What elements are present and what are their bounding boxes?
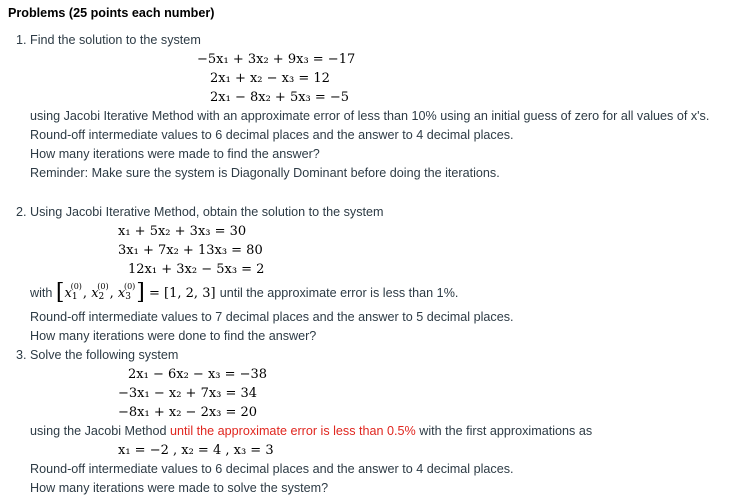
left-bracket: [ — [55, 280, 65, 305]
problem3-error-criterion: until the approximate error is less than 0.5% — [170, 424, 416, 438]
problem3-instruction — [30, 424, 592, 438]
problem3-instruction-end: with the first approximations as — [415, 424, 593, 438]
right-bracket: ] — [136, 280, 145, 305]
problem1-question: How many iterations were made to find the answer? — [30, 147, 320, 161]
problem1-reminder: Reminder: Make sure the system is Diagonally Dominant before doing the iterations. — [30, 166, 500, 180]
page-title: Problems (25 points each number) — [8, 6, 215, 20]
problem3-instruction-start: using the Jacobi Method — [30, 424, 171, 438]
problem1-rounding: Round-off intermediate values to 6 decimal places and the answer to 4 decimal places. — [30, 128, 514, 142]
problem2-initial-guess — [30, 280, 459, 305]
with-label: with — [30, 286, 53, 300]
problem2-until-text: until the approximate error is less than 1%. — [219, 286, 459, 300]
problem1-equation-2: 2x₁ + x₂ − x₃ = 12 — [210, 71, 330, 86]
initial-vector: [$x_1^{(0)}$, $x_2^{(0)}$, $x_3^{(0)}] = [1$, 2, 3] — [55, 280, 216, 305]
initial-vector-values: = [1, 2, 3] — [149, 286, 216, 301]
problem2-question: How many iterations were done to find the answer? — [30, 329, 317, 343]
problem3-equation-2: −3x₁ − x₂ + 7x₃ = 34 — [118, 386, 258, 401]
problem2-intro: 2. Using Jacobi Iterative Method, obtain the solution to the system — [16, 205, 384, 219]
problem1-equation-3: 2x₁ − 8x₂ + 5x₃ = −5 — [210, 90, 350, 105]
problem2-equation-1: x₁ + 5x₂ + 3x₃ = 30 — [118, 224, 247, 239]
problem1-intro: 1. Find the solution to the system — [16, 33, 201, 47]
problem3-equation-1: 2x₁ − 6x₂ − x₃ = −38 — [128, 367, 268, 382]
problem2-equation-3: 12x₁ + 3x₂ − 5x₃ = 2 — [128, 262, 265, 277]
problem3-equation-3: −8x₁ + x₂ − 2x₃ = 20 — [118, 405, 258, 420]
problem1-instruction: using Jacobi Iterative Method with an approximate error of less than 10% using an initial guess of zero for all values of x's. — [30, 109, 710, 123]
problem2-equation-2: 3x₁ + 7x₂ + 13x₃ = 80 — [118, 243, 263, 258]
problem3-intro: 3. Solve the following system — [16, 348, 179, 362]
problem2-rounding: Round-off intermediate values to 7 decimal places and the answer to 5 decimal places. — [30, 310, 514, 324]
problem1-equation-1: −5x₁ + 3x₂ + 9x₃ = −17 — [197, 52, 356, 67]
problem3-initial-values: x₁ = −2 , x₂ = 4 , x₃ = 3 — [118, 443, 274, 458]
problem3-rounding: Round-off intermediate values to 6 decimal places and the answer to 4 decimal places. — [30, 462, 514, 476]
problem3-question: How many iterations were made to solve the system? — [30, 481, 329, 495]
